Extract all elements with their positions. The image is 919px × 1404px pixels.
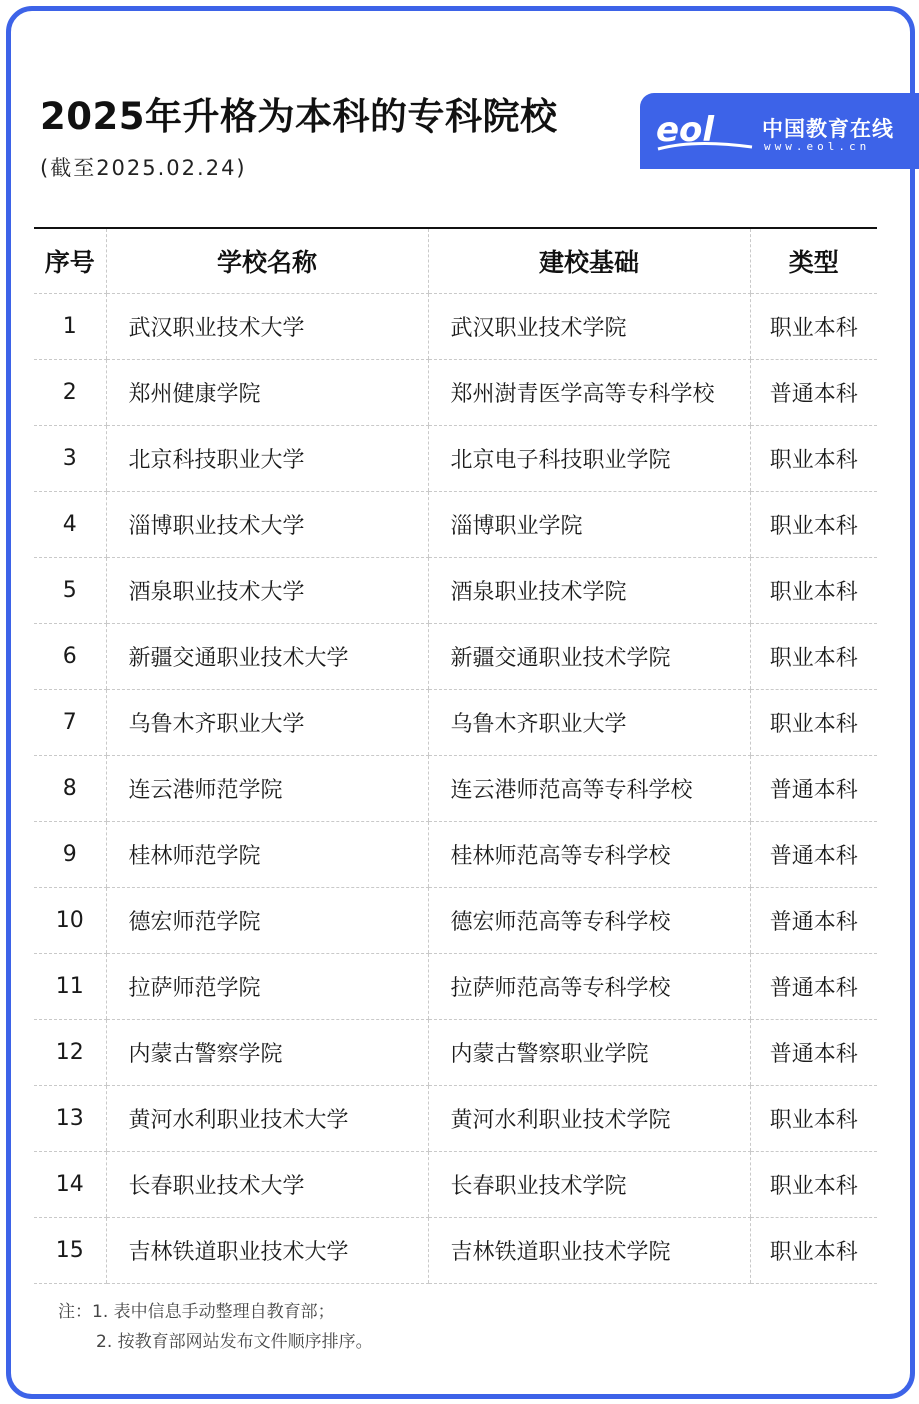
row-index: 9: [34, 822, 106, 888]
type-cell: 职业本科: [750, 492, 877, 558]
school-name-cell: 吉林铁道职业技术大学: [106, 1218, 428, 1284]
row-index: 12: [34, 1020, 106, 1086]
table-row: [34, 888, 877, 954]
brand-badge: [640, 93, 919, 169]
table-row: [34, 1086, 877, 1152]
type-cell: 职业本科: [750, 1086, 877, 1152]
table-row: [34, 426, 877, 492]
type-cell: 职业本科: [750, 1152, 877, 1218]
school-name-cell: 德宏师范学院: [106, 888, 428, 954]
type-cell: 普通本科: [750, 888, 877, 954]
logo-text: eol: [656, 110, 715, 150]
school-name-cell: 新疆交通职业技术大学: [106, 624, 428, 690]
school-name-cell: 酒泉职业技术大学: [106, 558, 428, 624]
foundation-cell: 北京电子科技职业学院: [428, 426, 750, 492]
school-name-cell: 乌鲁木齐职业大学: [106, 690, 428, 756]
school-name-cell: 连云港师范学院: [106, 756, 428, 822]
row-index: 4: [34, 492, 106, 558]
foundation-cell: 武汉职业技术学院: [428, 294, 750, 360]
foundation-cell: 淄博职业学院: [428, 492, 750, 558]
table-row: [34, 1218, 877, 1284]
col-header-index: 序号: [34, 228, 106, 294]
table-row: [34, 690, 877, 756]
table-row: [34, 624, 877, 690]
table-row: [34, 492, 877, 558]
type-cell: 职业本科: [750, 1218, 877, 1284]
school-name-cell: 北京科技职业大学: [106, 426, 428, 492]
table-row: [34, 294, 877, 360]
school-name-cell: 桂林师范学院: [106, 822, 428, 888]
page-subtitle: (截至2025.02.24): [40, 156, 247, 180]
foundation-cell: 黄河水利职业技术学院: [428, 1086, 750, 1152]
row-index: 1: [34, 294, 106, 360]
col-header-type: 类型: [750, 228, 877, 294]
table-row: [34, 954, 877, 1020]
table-row: [34, 558, 877, 624]
row-index: 10: [34, 888, 106, 954]
row-index: 3: [34, 426, 106, 492]
table-body: [34, 294, 877, 1284]
foundation-cell: 长春职业技术学院: [428, 1152, 750, 1218]
foundation-cell: 内蒙古警察职业学院: [428, 1020, 750, 1086]
footnotes: [58, 1297, 373, 1357]
school-name-cell: 拉萨师范学院: [106, 954, 428, 1020]
foundation-cell: 连云港师范高等专科学校: [428, 756, 750, 822]
type-cell: 普通本科: [750, 360, 877, 426]
table-row: [34, 822, 877, 888]
table-row: [34, 360, 877, 426]
table-header-row: [34, 228, 877, 294]
school-name-cell: 长春职业技术大学: [106, 1152, 428, 1218]
table-row: [34, 756, 877, 822]
type-cell: 职业本科: [750, 294, 877, 360]
page-title: 2025年升格为本科的专科院校: [40, 95, 558, 138]
type-cell: 普通本科: [750, 756, 877, 822]
foundation-cell: 拉萨师范高等专科学校: [428, 954, 750, 1020]
school-name-cell: 淄博职业技术大学: [106, 492, 428, 558]
brand-name: 中国教育在线: [762, 117, 894, 141]
row-index: 5: [34, 558, 106, 624]
foundation-cell: 酒泉职业技术学院: [428, 558, 750, 624]
type-cell: 普通本科: [750, 954, 877, 1020]
note-line-1: 注：1. 表中信息手动整理自教育部；: [58, 1302, 335, 1322]
foundation-cell: 桂林师范高等专科学校: [428, 822, 750, 888]
foundation-cell: 乌鲁木齐职业大学: [428, 690, 750, 756]
table-row: [34, 1152, 877, 1218]
row-index: 14: [34, 1152, 106, 1218]
row-index: 8: [34, 756, 106, 822]
foundation-cell: 吉林铁道职业技术学院: [428, 1218, 750, 1284]
foundation-cell: 郑州澍青医学高等专科学校: [428, 360, 750, 426]
eol-logo-icon: [654, 103, 754, 159]
school-name-cell: 武汉职业技术大学: [106, 294, 428, 360]
col-header-school-name: 学校名称: [106, 228, 428, 294]
type-cell: 职业本科: [750, 690, 877, 756]
row-index: 13: [34, 1086, 106, 1152]
type-cell: 普通本科: [750, 822, 877, 888]
type-cell: 职业本科: [750, 558, 877, 624]
school-name-cell: 内蒙古警察学院: [106, 1020, 428, 1086]
row-index: 2: [34, 360, 106, 426]
note-line-2: 2. 按教育部网站发布文件顺序排序。: [96, 1332, 373, 1352]
row-index: 15: [34, 1218, 106, 1284]
type-cell: 职业本科: [750, 624, 877, 690]
school-name-cell: 郑州健康学院: [106, 360, 428, 426]
school-name-cell: 黄河水利职业技术大学: [106, 1086, 428, 1152]
type-cell: 职业本科: [750, 426, 877, 492]
row-index: 11: [34, 954, 106, 1020]
brand-url: www.eol.cn: [764, 140, 871, 153]
foundation-cell: 新疆交通职业技术学院: [428, 624, 750, 690]
upgraded-colleges-table: [34, 227, 877, 1284]
row-index: 6: [34, 624, 106, 690]
type-cell: 普通本科: [750, 1020, 877, 1086]
table-row: [34, 1020, 877, 1086]
row-index: 7: [34, 690, 106, 756]
col-header-foundation: 建校基础: [428, 228, 750, 294]
foundation-cell: 德宏师范高等专科学校: [428, 888, 750, 954]
